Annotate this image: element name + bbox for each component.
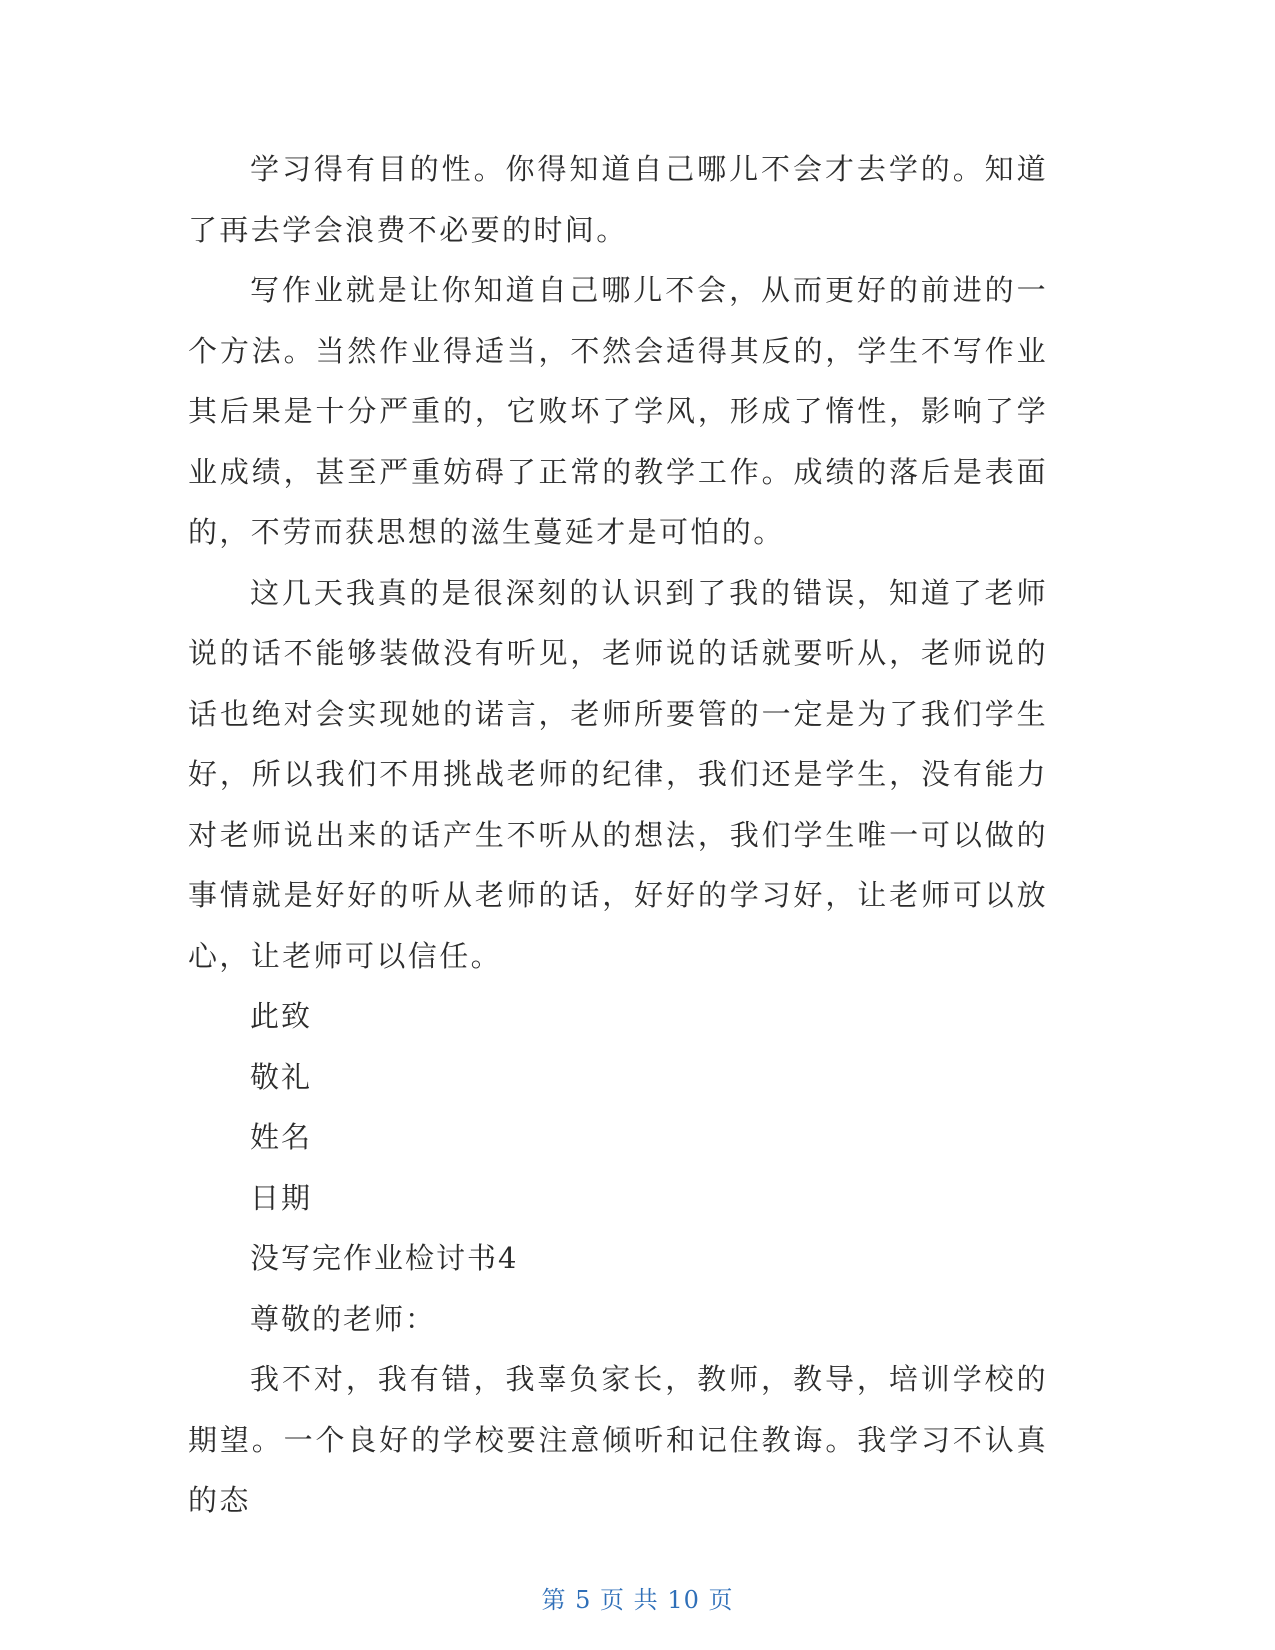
- paragraph-purpose: 学习得有目的性。你得知道自己哪儿不会才去学的。知道了再去学会浪费不必要的时间。: [188, 152, 1048, 247]
- footer-suffix: 页: [708, 1586, 734, 1614]
- salute-text: 敬礼: [250, 1059, 313, 1094]
- section-title: 没写完作业检讨书4: [250, 1241, 519, 1275]
- footer-prefix: 第: [541, 1586, 567, 1614]
- document-body: [188, 139, 1048, 1531]
- signature-date: 日期: [250, 1180, 313, 1215]
- page-footer: [0, 1580, 1275, 1615]
- closing-text: 此致: [250, 999, 313, 1033]
- footer-page-number: 5: [575, 1586, 592, 1614]
- signature-name: 姓名: [250, 1120, 313, 1154]
- paragraph-homework: 写作业就是让你知道自己哪儿不会，从而更好的前进的一个方法。当然作业得适当，不然会适得其反的，学生不写作业其后果是十分严重的，它败坏了学风，形成了惰性，影响了学业成绩，甚至严重妨碍了正常的教学工作。成绩的落后是表面的，不劳而获思想的滋生蔓延才是可怕的。: [188, 273, 1048, 549]
- footer-total-pages: 10: [667, 1586, 700, 1614]
- greeting: 尊敬的老师：: [250, 1301, 437, 1336]
- paragraph-realization: 这几天我真的是很深刻的认识到了我的错误，知道了老师说的话不能够装做没有听见，老师说的话就要听从，老师说的话也绝对会实现她的诺言，老师所要管的一定是为了我们学生好，所以我们不用挑战老师的纪律，我们还是学生，没有能力对老师说出来的话产生不听从的想法，我们学生唯一可以做的事情就是好好的听从老师的话，好好的学习好，让老师可以放心，让老师可以信任。: [188, 575, 1048, 973]
- paragraph-apology: 我不对，我有错，我辜负家长，教师，教导，培训学校的期望。一个良好的学校要注意倾听和记住教诲。我学习不认真的态: [188, 1362, 1048, 1517]
- footer-mid: 页 共: [600, 1586, 659, 1614]
